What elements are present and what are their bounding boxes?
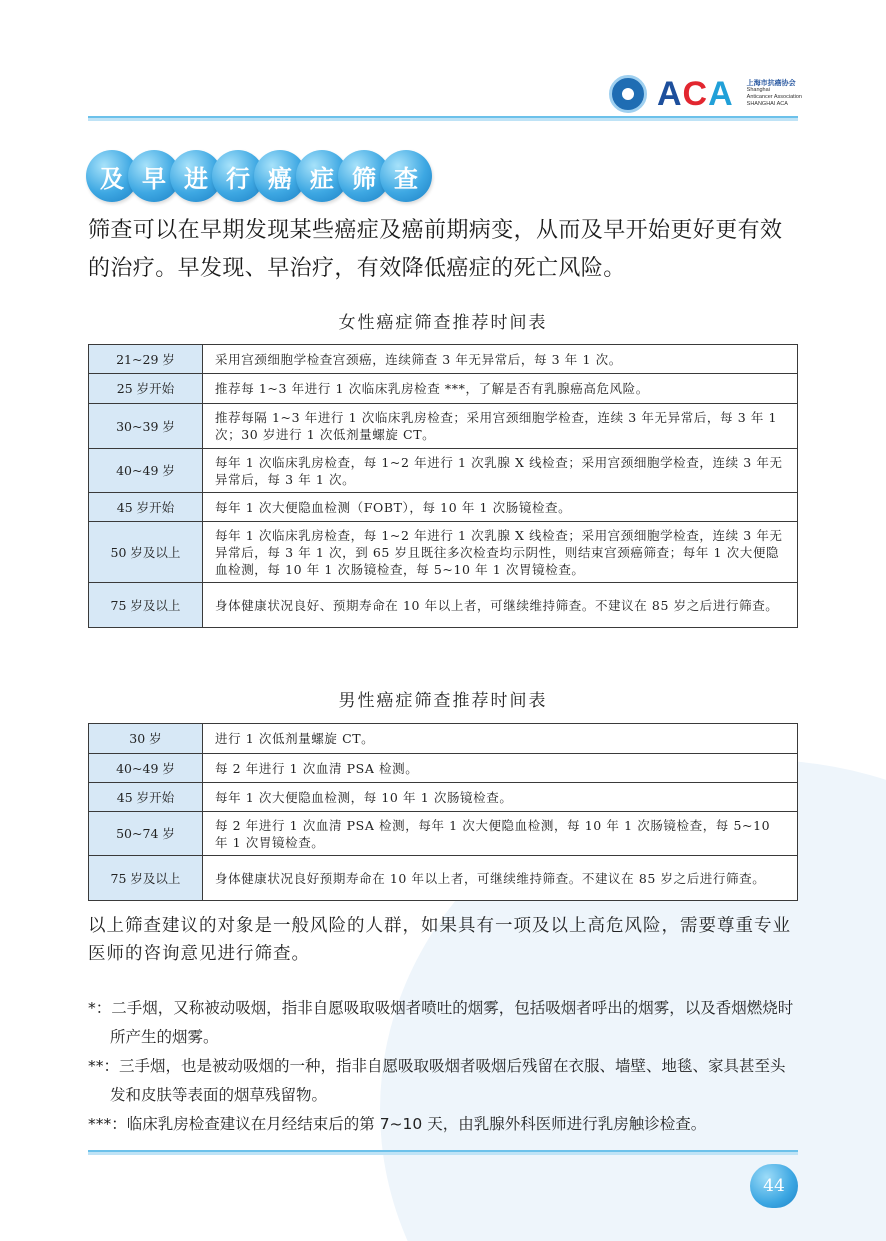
table-row	[89, 493, 798, 522]
footnote-mark: **：	[88, 1057, 120, 1075]
age-cell: 50~74 岁	[89, 812, 203, 856]
recommendation-cell: 采用宫颈细胞学检查宫颈癌，连续筛查 3 年无异常后，每 3 年 1 次。	[203, 345, 798, 374]
table-row	[89, 754, 798, 783]
age-cell: 40~49 岁	[89, 754, 203, 783]
intro-paragraph: 筛查可以在早期发现某些癌症及癌前期病变，从而及早开始更好更有效的治疗。早发现、早治疗，有效降低癌症的死亡风险。	[88, 218, 783, 281]
title-char: 癌	[254, 150, 306, 202]
title-char: 筛	[338, 150, 390, 202]
footnotes	[88, 994, 800, 1139]
recommendation-cell: 每年 1 次大便隐血检测（FOBT），每 10 年 1 次肠镜检查。	[203, 493, 798, 522]
header-logos	[609, 74, 802, 114]
footnote-mark: ***：	[88, 1115, 127, 1133]
title-char: 早	[128, 150, 180, 202]
age-cell: 30~39 岁	[89, 404, 203, 449]
title-char: 症	[296, 150, 348, 202]
age-cell: 75 岁及以上	[89, 856, 203, 901]
footnote	[88, 1110, 800, 1139]
aca-logo	[657, 77, 733, 111]
aca-logo-letter-a: A	[656, 75, 682, 113]
recommendation-cell: 身体健康状况良好、预期寿命在 10 年以上者，可继续维持筛查。不建议在 85 岁之后进行筛查。	[203, 583, 798, 628]
title-char: 查	[380, 150, 432, 202]
age-cell: 45 岁开始	[89, 783, 203, 812]
aca-logo-text-en-1: Shanghai	[746, 87, 770, 93]
footnote-text: 临床乳房检查建议在月经结束后的第 7~10 天，由乳腺外科医师进行乳房触诊检查。	[126, 1115, 707, 1133]
table-row	[89, 583, 798, 628]
footnote-text: 三手烟，也是被动吸烟的一种，指非自愿吸取吸烟者吸烟后残留在衣服、墙壁、地毯、家具甚至头发和皮肤等表面的烟草残留物。	[110, 1057, 786, 1104]
aca-logo-letter-c: C	[682, 75, 708, 113]
female-screening-table	[88, 344, 798, 628]
table-row	[89, 812, 798, 856]
table-row	[89, 522, 798, 583]
table-row	[89, 449, 798, 493]
table-row	[89, 374, 798, 404]
table-row	[89, 856, 798, 901]
aca-logo-text	[747, 80, 802, 108]
association-round-logo	[609, 75, 647, 113]
age-cell: 25 岁开始	[89, 374, 203, 404]
recommendation-cell: 每年 1 次临床乳房检查，每 1~2 年进行 1 次乳腺 X 线检查；采用宫颈细胞学检查，连续 3 年无异常后，每 3 年 1 次，到 65 岁且既往多次检查均示阴性，则结束宫颈癌筛查；每年 1 次大便隐血检测，每 10 年 1 次肠镜检查，每 5~10 年 1 次胃镜检查。	[203, 522, 798, 583]
title-char: 及	[86, 150, 138, 202]
recommendation-cell: 推荐每隔 1~3 年进行 1 次临床乳房检查；采用宫颈细胞学检查，连续 3 年无异常后，每 3 年 1 次；30 岁进行 1 次低剂量螺旋 CT。	[203, 404, 798, 449]
table-row	[89, 345, 798, 374]
age-cell: 21~29 岁	[89, 345, 203, 374]
recommendation-cell: 身体健康状况良好预期寿命在 10 年以上者，可继续维持筛查。不建议在 85 岁之后进行筛查。	[203, 856, 798, 901]
age-cell: 40~49 岁	[89, 449, 203, 493]
page-number: 44	[750, 1164, 798, 1208]
footnote-mark: *：	[88, 999, 112, 1017]
footnote-text: 二手烟，又称被动吸烟，指非自愿吸取吸烟者喷吐的烟雾，包括吸烟者呼出的烟雾，以及香烟燃烧时所产生的烟雾。	[110, 999, 794, 1046]
female-table-caption: 女性癌症筛查推荐时间表	[338, 313, 548, 333]
footer-divider	[88, 1150, 798, 1155]
age-cell: 45 岁开始	[89, 493, 203, 522]
aca-logo-letter-a2: A	[708, 75, 733, 113]
age-cell: 50 岁及以上	[89, 522, 203, 583]
title-char: 进	[170, 150, 222, 202]
recommendation-cell: 每 2 年进行 1 次血清 PSA 检测，每年 1 次大便隐血检测，每 10 年 1 次肠镜检查，每 5~10 年 1 次胃镜检查。	[203, 812, 798, 856]
aca-logo-text-en-2: Anticancer Association	[746, 94, 802, 100]
header-divider	[88, 116, 798, 121]
age-cell: 30 岁	[89, 724, 203, 754]
aca-logo-text-en-3: SHANGHAI ACA	[746, 101, 788, 107]
table-row	[89, 783, 798, 812]
table-row	[89, 404, 798, 449]
male-table-caption: 男性癌症筛查推荐时间表	[338, 691, 548, 711]
footnote	[88, 994, 800, 1052]
footnote	[88, 1052, 800, 1110]
section-title	[86, 150, 422, 202]
table-row	[89, 724, 798, 754]
recommendation-cell: 进行 1 次低剂量螺旋 CT。	[203, 724, 798, 754]
recommendation-cell: 每年 1 次临床乳房检查，每 1~2 年进行 1 次乳腺 X 线检查；采用宫颈细胞学检查，连续 3 年无异常后，每 3 年 1 次。	[203, 449, 798, 493]
screening-note: 以上筛查建议的对象是一般风险的人群，如果具有一项及以上高危风险，需要尊重专业医师的咨询意见进行筛查。	[88, 916, 791, 964]
title-char: 行	[212, 150, 264, 202]
age-cell: 75 岁及以上	[89, 583, 203, 628]
aca-logo-text-cn: 上海市抗癌协会	[746, 80, 796, 87]
recommendation-cell: 推荐每 1~3 年进行 1 次临床乳房检查 ***，了解是否有乳腺癌高危风险。	[203, 374, 798, 404]
recommendation-cell: 每 2 年进行 1 次血清 PSA 检测。	[203, 754, 798, 783]
recommendation-cell: 每年 1 次大便隐血检测，每 10 年 1 次肠镜检查。	[203, 783, 798, 812]
male-screening-table	[88, 723, 798, 901]
